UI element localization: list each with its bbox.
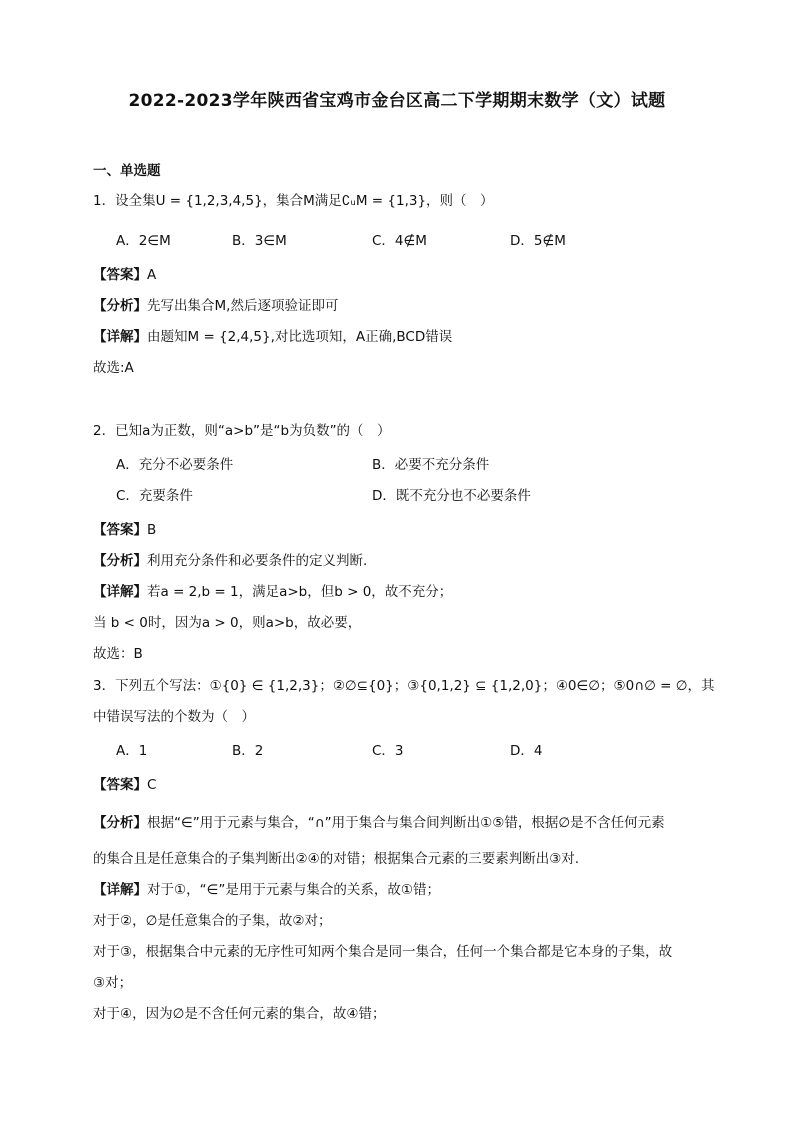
answer-tag: 【答案】 <box>93 777 147 793</box>
q3-answer <box>93 776 156 794</box>
q1-analysis <box>93 297 338 315</box>
q1-detail <box>93 328 452 346</box>
q3-option-a: A．1 <box>116 743 148 759</box>
q3-stem-line2: 中错误写法的个数为（ ） <box>93 709 255 725</box>
q3-detail-line5: 对于④，因为∅是不含任何元素的集合，故④错； <box>93 1006 386 1022</box>
q3-analysis-line2: 的集合且是任意集合的子集判断出②④的对错；根据集合元素的三要素判断出③对. <box>93 851 580 867</box>
q2-option-b: B．必要不充分条件 <box>372 457 490 473</box>
analysis-tag: 【分析】 <box>93 553 147 569</box>
q1-option-c: C．4∉M <box>372 233 427 249</box>
q3-analysis-text1: 根据“∈”用于元素与集合，“∩”用于集合与集合间判断出①⑤错，根据∅是不含任何元素 <box>147 815 665 831</box>
q2-choose: 故选：B <box>93 646 143 662</box>
q1-choose: 故选:A <box>93 360 134 376</box>
q2-detail <box>93 583 452 601</box>
detail-tag: 【详解】 <box>93 584 147 600</box>
q3-detail-line3: 对于③，根据集合中元素的无序性可知两个集合是同一集合，任何一个集合都是它本身的子集，故 <box>93 944 673 960</box>
q3-detail-line1 <box>93 881 440 899</box>
q3-detail-text1: 对于①，“∈”是用于元素与集合的关系，故①错； <box>147 882 440 898</box>
q2-detail-text: 若a = 2,b = 1，满足a>b，但b > 0，故不充分； <box>147 584 453 600</box>
q1-option-a: A．2∈M <box>116 233 171 249</box>
q1-stem: 1．设全集U = {1,2,3,4,5}，集合M满足∁ᵤM = {1,3}，则（ ） <box>93 193 494 209</box>
q3-detail-line2: 对于②，∅是任意集合的子集，故②对； <box>93 913 332 929</box>
q2-option-d: D．既不充分也不必要条件 <box>372 488 531 504</box>
q2-detail-line2: 当 b < 0时，因为a > 0，则a>b，故必要， <box>93 615 362 631</box>
q2-analysis-text: 利用充分条件和必要条件的定义判断. <box>147 553 368 569</box>
q1-answer <box>93 266 156 284</box>
q3-stem-line1: 3．下列五个写法：①{0} ∈ {1,2,3}；②∅⊆{0}；③{0,1,2} ⊆ {1,2,0}；④0∈∅；⑤0∩∅ = ∅，其 <box>93 678 715 694</box>
q1-detail-text: 由题知M = {2,4,5},对比选项知，A正确,BCD错误 <box>147 329 453 345</box>
q3-option-b: B．2 <box>232 743 264 759</box>
q2-stem: 2．已知a为正数，则“a>b”是“b为负数”的（ ） <box>93 423 391 439</box>
q1-option-b: B．3∈M <box>232 233 287 249</box>
analysis-tag: 【分析】 <box>93 298 147 314</box>
q3-detail-line4: ③对； <box>93 975 133 991</box>
q2-option-a: A．充分不必要条件 <box>116 457 234 473</box>
q1-analysis-text: 先写出集合M,然后逐项验证即可 <box>147 298 339 314</box>
q2-option-c: C．充要条件 <box>116 488 193 504</box>
detail-tag: 【详解】 <box>93 882 147 898</box>
q3-analysis-line1 <box>93 814 665 832</box>
q3-option-c: C．3 <box>372 743 404 759</box>
q2-answer-value: B <box>147 522 157 538</box>
q1-answer-value: A <box>147 267 157 283</box>
answer-tag: 【答案】 <box>93 522 147 538</box>
detail-tag: 【详解】 <box>93 329 147 345</box>
q2-answer <box>93 521 156 539</box>
q2-analysis <box>93 552 367 570</box>
answer-tag: 【答案】 <box>93 267 147 283</box>
q1-option-d: D．5∉M <box>510 233 566 249</box>
q3-option-d: D．4 <box>510 743 543 759</box>
section-heading: 一、单选题 <box>93 163 161 179</box>
analysis-tag: 【分析】 <box>93 815 147 831</box>
document-title: 2022-2023学年陕西省宝鸡市金台区高二下学期期末数学（文）试题 <box>128 91 666 111</box>
q3-answer-value: C <box>147 777 157 793</box>
